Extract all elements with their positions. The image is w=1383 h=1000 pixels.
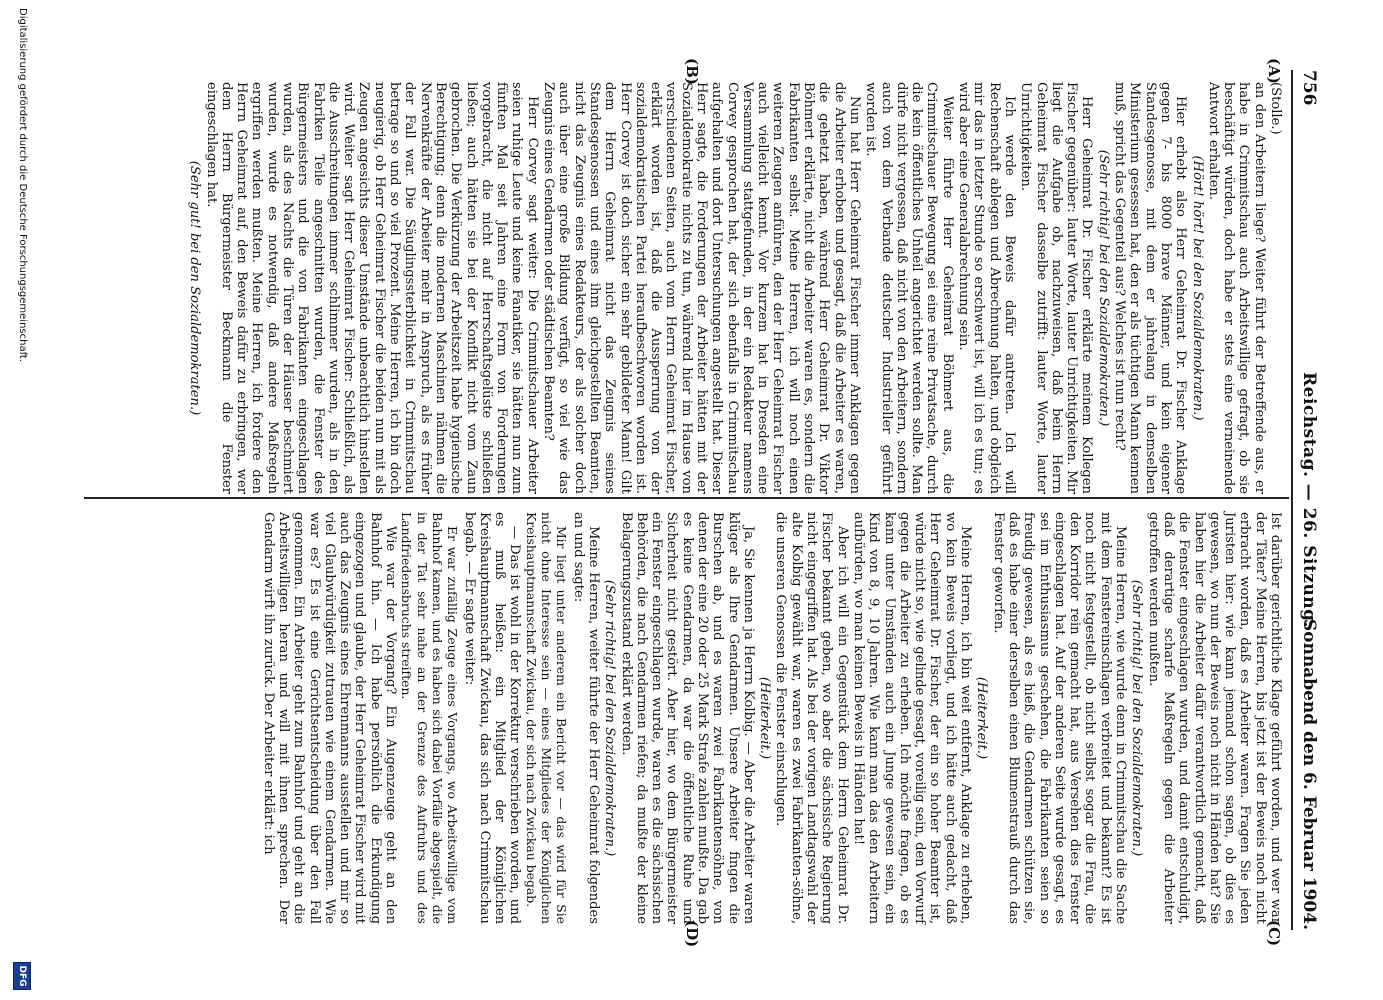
paragraph: Aber ich will ein Gegenstück dem Herrn Geheimrat Dr. Fischer bekannt geben, wo aber die sächsische Regierung nicht eingegriffen hat. Als bei der vorigen Landtagswahl der alte Kolbig gewählt war, waren es zwei Fabrikanten-söhne, die unseren Genossen die Fenster einschlugen. xyxy=(773,512,850,924)
paragraph: (Hört! hört! bei den Sozialdemokraten.) xyxy=(1189,155,1205,421)
paragraph: Meine Herren, ich bin weit entfernt, Anklage zu erheben, wo kein Beweis vorliegt, und ich hätte auch gedacht, daß Herr Geheimrat Dr. Fischer, der ein so hoher Beamter ist, würde nicht so, wie gelinde gesagt, voreilig sein, den Vorwurf gegen die Arbeiter zu erheben. Ich möchte fragen, ob es kann unter Umständen auch ein Junge gewesen sein, ein Kind von 8, 9, 10 Jahren. Wie kann man das den Arbeitern aufbürden, wo man keinen Beweis in Händen hat! xyxy=(850,512,974,924)
running-date: Sonnabend den 6. Februar 1904. xyxy=(1299,618,1319,930)
paragraph: (Stolle.) xyxy=(1268,82,1283,135)
margin-marker-b: (B) xyxy=(683,58,701,85)
paragraph: an den Arbeitern liege? Weiter führt der Betreffende aus, er habe in Crimmitschau auch Arbeitswillige gefragt, ob sie beschäftigt würden, doch habe er stets eine verneinende Antwort erhalten. xyxy=(1205,82,1267,494)
paragraph: (Sehr richtig! bei den Sozialdemokraten.) xyxy=(1129,579,1145,857)
running-title: Reichstag. — 26. Sitzung. xyxy=(1299,372,1319,628)
margin-marker-a: (A) xyxy=(1265,58,1283,84)
paragraph: (Sehr richtig! bei den Sozialdemokraten.) xyxy=(1095,149,1111,427)
paragraph: (Heiterkeit.) xyxy=(974,676,990,760)
page-header xyxy=(1293,70,1329,930)
left-text-column xyxy=(186,82,1283,494)
paragraph: (Sehr richtig! bei den Sozialdemokraten.) xyxy=(602,579,618,857)
page-number: 756 xyxy=(1299,70,1319,106)
page-footer xyxy=(11,0,33,1000)
paragraph: Wie war der Vorgang? Ein Augenzeuge geht an den Bahnhof hin. — Ich habe persönlich die Erkundigung eingezogen und glaube, der Herr Geheimrat Fischer wird mit auch das Zeugnis eines Ehrenmanns ausstellen und mir so viel Glaubwürdigkeit zutrauen wie einem Gendarmen. Wie war es? Es ist eine Gerichtsentscheidung über den Fall genommen. Ein Arbeiter geht zum Bahnhof und geht an die Arbeitswilligen heran und will mit ihnen sprechen. Der Gendarm wirft ihn zurück. Der Arbeiter erklärt: ich xyxy=(260,512,399,924)
paragraph: (Sehr gut! bei den Sozialdemokraten.) xyxy=(187,160,203,416)
paragraph: — Das ist wohl in der Korrektur verschrieben worden, und es muß heißen: ein Mitglied der Königlichen Kreishauptmannschaft Zwickau, das sich nach Crimmitschau begab. — Er sagte weiter: xyxy=(461,512,523,924)
header-rule xyxy=(1291,70,1293,930)
margin-marker-c: (C) xyxy=(1265,920,1283,947)
paragraph: Ich werde den Beweis dafür antreten. Ich will Rechenschaft ablegen und Abrechnung halten, und obgleich mir das in letzter Stunde so erschwert ist, will ich es tun; es wird aber eine Generalabrechnung sein. xyxy=(956,82,1017,494)
paragraph: Hier erhebt also Herr Geheimrat Dr. Fischer Anklage gegen 7- bis 8000 brave Männer, und kein eigener Standesgenosse, mit dem er jahrelang in demselben Ministerium gesessen hat, den er als tüchtigen Mann kennen muß, spricht das Gegenteil aus? Welches ist nun recht? xyxy=(1112,82,1189,494)
paragraph: Er war zufällig Zeuge eines Vorgangs, wo Arbeitswillige vom Bahnhof kamen, und es haben sich dabei Vorfälle abgespielt, die in der Tat sehr nahe an der Grenze des Aufruhrs und des Landfriedensbruchs streiften. xyxy=(399,512,461,924)
paragraph: Ist darüber gerichtliche Klage geführt worden, und wer war der Täter? Meine Herren, bis jetzt ist der Beweis noch nicht erbracht worden, daß es Arbeiter waren. Fragen Sie jeden Juristen hier: wie kann jemand schon sagen, ob dies es gewesen, wo nun der Beweis noch nicht in Händen hat? Sie haben hier die Arbeiter dafür verantwortlich gemacht, daß die Fenster eingeschlagen wurden, und damit entschuldigt, daß derartige scharfe Maßregeln gegen die Arbeiter getroffen werden mußten. xyxy=(1145,512,1283,924)
paragraph: Weiter führte Herr Geheimrat Böhmert aus, die Crimmitschauer Bewegung sei eine reine Privatsache, durch die kein öffentliches Unheil angerichtet werden sollte. Man dürfe nicht vergessen, daß nicht von den Arbeitern, sondern auch von dem Verbande deutscher Industrieller geführt worden ist. xyxy=(863,82,955,494)
paragraph: Herr Corvey sagt weiter: Die Crimmitschauer Arbeiter seien ruhige Leute und keine Fanatiker, sie hätten nun zum fünften Mal seit Jahren eine Form von Forderungen vorgebracht, die nicht auf Herrschaftsgelüste schließen ließen; auch hätten sie bei der Konflikt nicht vom Zaun gebrochen. Die Verkürzung der Arbeitszeit habe hygienische Berechtigung; denn die modernen Maschinen nähmen die Nervenkräfte der Arbeiter mehr in Anspruch, als es früher der Fall war. Die Säuglingssterblichkeit in Crimmitschau betrage so und so viel Prozent. Meine Herren, ich bin doch neugierig, ob Herr Geheimrat Fischer die beiden nun mit als Zeugen angesichts dieser Umstände unbeachtlich hinstellen wird. Weiter sagt Herr Geheimrat Fischer: Schließlich, als die Ausschreitungen immer schlimmer wurden, als in den Fabriken Teile angeschnitten wurden, die Fenster des Bürgermeisters und die von Fabrikanten eingeschlagen wurden, als des Nachts die Türen der Häuser beschmiert wurden, wurde es notwendig, daß andere Maßregeln ergriffen werden mußten. Meine Herren, ich fordere den Herrn Geheimrat auf, den Beweis dafür zu erbringen, wer dem Herrn Bürgermeister Beckmann die Fenster eingeschlagen hat. xyxy=(203,82,540,494)
right-text-column xyxy=(259,512,1283,924)
paragraph: (Heiterkeit.) xyxy=(757,676,773,760)
paragraph: Meine Herren, wie wurde denn in Crimmitschau die Sache mit dem Fenstereinschlagen verbreitet und bekannt? Es ist noch nicht festgestellt, ob nicht selbst sogar die Frau, die den Korridor rein gemacht hat, aus Versehen dies Fenster eingeschlagen hat. Auf der anderen Seite wurde gesagt, es sei im Enthusiasmus geschehen, die Fabrikanten seien so freudig gewesen, als es hieß, die Gendarmen schützen sie, daß es habe einer derselben einen Blumenstrauß durch das Fenster geworfen. xyxy=(990,512,1129,924)
paragraph: Ja, Sie kennen ja Herrn Kolbig. — Aber die Arbeiter waren klüger als Ihre Gendarmen. Unsere Arbeiter fingen die Burschen ab, und es waren zwei Fabrikantensöhne, von denen der eine 20 oder 25 Mark Strafe zahlen mußte. Da gab es keine Gendarmen, da war die öffentliche Ruhe und Sicherheit nicht gestört. Aber hier, wo dem Bürgermeister ein Fenster eingeschlagen wurde, waren es die sächsischen Behörden, die nach Gendarmen riefen; da mußte der kleine Belagerungszustand erklärt werden. xyxy=(618,512,756,924)
paragraph: Nun hat Herr Geheimrat Fischer immer Anklagen gegen die Arbeiter erhoben und gesagt, daß die Arbeiter es waren, die gehetzt haben, während Herr Geheimrat Dr. Viktor Böhmert erklärte, nicht die Arbeiter waren es, sondern die Fabrikanten selbst. Meine Herren, ich will noch einen weiteren Zeugen anführen, den der Herr Geheimrat Fischer auch vielleicht kennt. Vor kurzem hat in Dresden eine Versammlung stattgefunden, in der ein Redakteur namens Corvey gesprochen hat, der sich ebenfalls in Crimmitschau aufgehalten und dort Untersuchungen angestellt hat. Dieser Herr sagte, die Forderungen der Arbeiter hätten mit der Sozialdemokratie nichts zu tun, während hier im Hause von verschiedenen Seiten, auch vom Herrn Geheimrat Fischer, erklärt worden ist, daß die Aussperrung von der sozialdemokratischen Partei heraufbeschworen worden ist. Herr Corvey ist doch sicher ein sehr gebildeter Mann! Gilt dem Herrn Geheimrat nicht das Zeugnis seines Standesgenossen und eines ihm gleichgestellten Beamten, nicht das Zeugnis eines Redakteurs, der als solcher doch auch über eine große Bildung verfügt, so viel wie das Zeugnis eines Gendarmen oder städtischen Beamten? xyxy=(541,82,862,494)
paragraph: Mir liegt unter anderem ein Bericht vor — das wird für Sie nicht ohne Interesse sein — eines Mitgliedes der Königlichen Kreishauptmannschaft Zwickau, der sich nach Zwickau begab. xyxy=(523,512,570,924)
dfg-logo: DFG xyxy=(13,962,31,990)
column-divider xyxy=(84,497,1289,499)
margin-marker-d: (D) xyxy=(683,920,701,948)
paragraph: Meine Herren, weiter führte der Herr Geheimrat folgendes an und sagte: xyxy=(570,512,601,924)
paragraph: Herr Geheimrat Dr. Fischer erklärte meinem Kollegen Fischer gegenüber: lauter Worte, lauter Unrichtigkeiten. Mir liegt die Aufgabe ob, nachzuweisen, daß beim Herrn Geheimrat Fischer dasselbe zutrifft: lauter Worte, lauter Unrichtigkeiten. xyxy=(1018,82,1095,494)
funding-note: Digitalisierung gefördert durch die Deutsche Forschungsgemeinschaft. xyxy=(17,8,28,363)
